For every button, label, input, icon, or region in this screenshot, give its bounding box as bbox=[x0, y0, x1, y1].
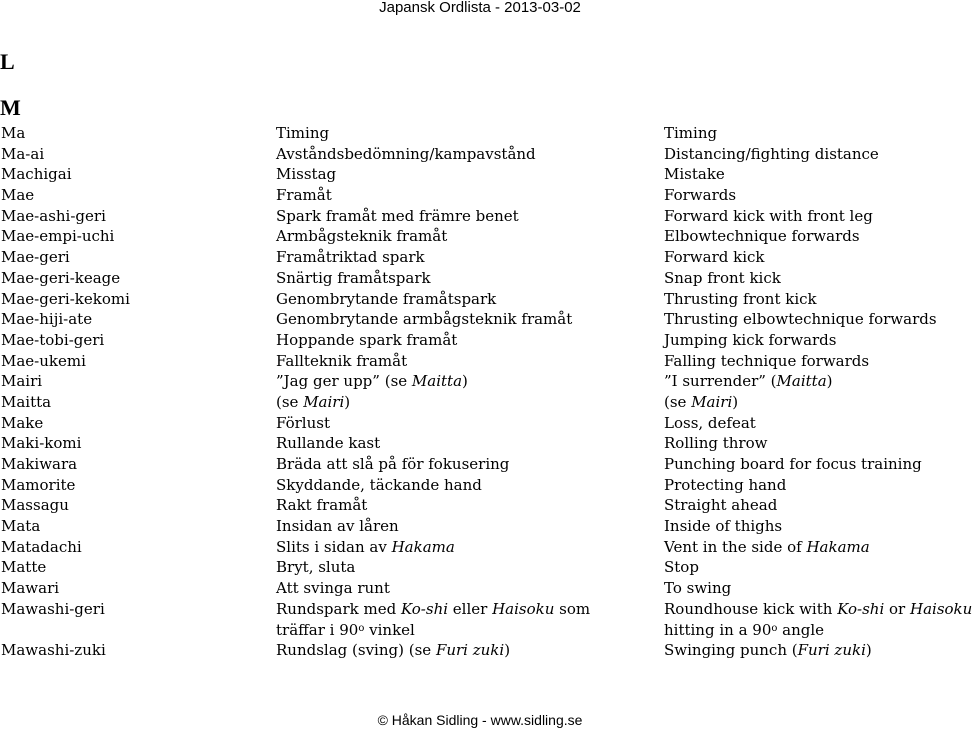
swedish-line-2 bbox=[276, 620, 590, 641]
english-text: Swinging punch ( bbox=[664, 641, 798, 660]
english-translation: Forward kick with front leg bbox=[664, 206, 873, 225]
swedish-translation: Hoppande spark framåt bbox=[276, 330, 458, 349]
glossary-row bbox=[0, 537, 960, 558]
term: Ma-ai bbox=[1, 144, 45, 163]
english-translation: Protecting hand bbox=[664, 475, 787, 494]
english-translation: Stop bbox=[664, 558, 699, 577]
glossary-row bbox=[0, 330, 960, 351]
swedish-translation bbox=[276, 537, 455, 558]
glossary-row bbox=[0, 226, 960, 247]
swedish-text: Rundslag (sving) (se bbox=[276, 641, 436, 660]
english-line-2 bbox=[664, 620, 972, 641]
technique-reference: Ko-shi bbox=[400, 599, 449, 618]
term: Mae-ukemi bbox=[1, 351, 86, 370]
english-translation: Snap front kick bbox=[664, 268, 781, 287]
term: Matte bbox=[1, 558, 47, 577]
cross-reference: Hakama bbox=[391, 537, 455, 556]
swedish-translation: Bryt, sluta bbox=[276, 558, 356, 577]
term: Mae-geri-keage bbox=[1, 268, 121, 287]
english-text: angle bbox=[777, 620, 825, 639]
term: Mae bbox=[1, 186, 35, 205]
swedish-translation bbox=[276, 599, 590, 640]
english-translation: Forward kick bbox=[664, 248, 765, 267]
english-text: ) bbox=[826, 372, 833, 391]
glossary-row bbox=[0, 371, 960, 392]
term: Ma bbox=[1, 124, 26, 142]
swedish-translation: Skyddande, täckande hand bbox=[276, 475, 482, 494]
term: Mamorite bbox=[1, 475, 76, 494]
swedish-translation: Att svinga runt bbox=[276, 579, 390, 598]
english-translation: Distancing/fighting distance bbox=[664, 144, 879, 163]
cross-reference: Hakama bbox=[806, 537, 870, 556]
english-line-1 bbox=[664, 599, 972, 620]
english-text: ) bbox=[732, 392, 739, 411]
english-translation: Jumping kick forwards bbox=[664, 330, 837, 349]
cross-reference: Mairi bbox=[303, 392, 345, 411]
term: Mae-ashi-geri bbox=[1, 206, 106, 225]
technique-reference: Haisoku bbox=[910, 599, 972, 618]
english-translation bbox=[664, 640, 872, 661]
swedish-text: Slits i sidan av bbox=[276, 537, 392, 556]
english-translation: Timing bbox=[664, 124, 718, 142]
technique-reference: Haisoku bbox=[492, 599, 555, 618]
swedish-text: eller bbox=[448, 599, 493, 618]
swedish-translation: Framåtriktad spark bbox=[276, 248, 425, 267]
english-text: (se bbox=[664, 392, 692, 411]
term: Make bbox=[1, 413, 44, 432]
term: Mata bbox=[1, 517, 41, 536]
swedish-translation bbox=[276, 371, 468, 392]
glossary-row bbox=[0, 247, 960, 268]
term: Mairi bbox=[1, 372, 43, 391]
swedish-line-1 bbox=[276, 599, 590, 620]
glossary-row bbox=[0, 640, 960, 661]
english-translation: Forwards bbox=[664, 186, 737, 205]
swedish-text: ) bbox=[462, 372, 468, 391]
english-translation bbox=[664, 599, 972, 640]
degree-mark: o bbox=[358, 622, 365, 634]
swedish-translation: Rullande kast bbox=[276, 434, 381, 453]
cross-reference: Maitta bbox=[411, 372, 463, 391]
swedish-translation: Misstag bbox=[276, 165, 337, 184]
glossary-row bbox=[0, 164, 960, 185]
english-translation: Inside of thighs bbox=[664, 517, 783, 536]
glossary-row bbox=[0, 516, 960, 537]
glossary-row bbox=[0, 557, 960, 578]
english-translation: Rolling throw bbox=[664, 434, 768, 453]
english-text: ) bbox=[865, 641, 872, 660]
swedish-text: (se bbox=[276, 392, 304, 411]
swedish-translation: Framåt bbox=[276, 186, 332, 205]
swedish-translation: Fallteknik framåt bbox=[276, 351, 408, 370]
swedish-text: ) bbox=[344, 392, 351, 411]
swedish-translation: Insidan av låren bbox=[276, 517, 399, 536]
english-translation bbox=[664, 371, 833, 392]
swedish-translation: Timing bbox=[276, 124, 330, 142]
english-translation: To swing bbox=[664, 579, 732, 598]
glossary-row bbox=[0, 475, 960, 496]
english-translation bbox=[664, 392, 738, 413]
glossary-row bbox=[0, 495, 960, 516]
english-translation: Straight ahead bbox=[664, 496, 778, 515]
swedish-translation: Rakt framåt bbox=[276, 496, 368, 515]
swedish-text: ”Jag ger upp” (se bbox=[276, 372, 412, 391]
glossary-row bbox=[0, 268, 960, 289]
swedish-translation: Bräda att slå på för fokusering bbox=[276, 455, 510, 473]
page-footer: © Håkan Sidling - www.sidling.se bbox=[377, 712, 583, 728]
swedish-translation: Spark framåt med främre benet bbox=[276, 206, 519, 225]
english-translation: Thrusting elbowtechnique forwards bbox=[664, 310, 937, 329]
swedish-translation: Avståndsbedömning/kampavstånd bbox=[276, 144, 536, 163]
term: Makiwara bbox=[1, 455, 78, 473]
glossary-row bbox=[0, 185, 960, 206]
swedish-text: Rundspark med bbox=[276, 599, 401, 618]
glossary-row bbox=[0, 454, 960, 475]
cross-reference: Furi zuki bbox=[797, 641, 866, 660]
swedish-translation: Snärtig framåtspark bbox=[276, 268, 431, 287]
english-translation: Elbowtechnique forwards bbox=[664, 227, 860, 246]
degree-mark: o bbox=[771, 622, 778, 634]
glossary-row bbox=[0, 206, 960, 227]
glossary-row bbox=[0, 599, 972, 640]
english-translation: Falling technique forwards bbox=[664, 351, 870, 370]
term: Mae-empi-uchi bbox=[1, 227, 115, 246]
cross-reference: Maitta bbox=[776, 372, 827, 391]
english-translation bbox=[664, 537, 870, 558]
swedish-translation: Armbågsteknik framåt bbox=[276, 227, 448, 246]
swedish-text: ) bbox=[504, 641, 511, 660]
cross-reference: Furi zuki bbox=[435, 641, 505, 660]
term: Matadachi bbox=[1, 537, 82, 556]
english-text: ”I surrender” ( bbox=[664, 372, 777, 391]
english-translation: Loss, defeat bbox=[664, 413, 756, 432]
swedish-translation bbox=[276, 392, 350, 413]
glossary-row bbox=[0, 413, 960, 434]
glossary-row bbox=[0, 309, 960, 330]
english-translation: Thrusting front kick bbox=[664, 289, 817, 308]
section-letter-m: M bbox=[0, 95, 21, 120]
english-text: Vent in the side of bbox=[664, 537, 807, 556]
section-letter-l: L bbox=[0, 49, 15, 74]
technique-reference: Ko-shi bbox=[837, 599, 885, 618]
term: Mawari bbox=[1, 579, 60, 598]
glossary-row bbox=[0, 123, 960, 144]
page-header: Japansk Ordlista - 2013-03-02 bbox=[379, 0, 581, 16]
term: Mae-geri bbox=[1, 248, 70, 267]
glossary-table bbox=[0, 123, 972, 661]
swedish-translation: Genombrytande framåtspark bbox=[276, 289, 497, 308]
term: Mae-tobi-geri bbox=[1, 330, 105, 349]
english-text: hitting in a 90 bbox=[664, 620, 772, 639]
glossary-row bbox=[0, 392, 960, 413]
term: Maitta bbox=[1, 392, 52, 411]
glossary-row bbox=[0, 289, 960, 310]
glossary-row bbox=[0, 144, 960, 165]
term: Maki-komi bbox=[1, 434, 82, 453]
term: Massagu bbox=[1, 496, 69, 515]
term: Mawashi-zuki bbox=[1, 641, 106, 660]
swedish-text: vinkel bbox=[364, 620, 415, 639]
term: Machigai bbox=[1, 165, 72, 184]
glossary-row bbox=[0, 351, 960, 372]
swedish-text: som bbox=[554, 599, 591, 618]
glossary-row bbox=[0, 578, 960, 599]
swedish-text: träffar i 90 bbox=[276, 620, 359, 639]
english-translation: Punching board for focus training bbox=[664, 455, 922, 473]
english-text: or bbox=[884, 599, 910, 618]
term: Mae-geri-kekomi bbox=[1, 289, 130, 308]
term: Mae-hiji-ate bbox=[1, 310, 93, 329]
swedish-translation: Genombrytande armbågsteknik framåt bbox=[276, 310, 573, 329]
term: Mawashi-geri bbox=[1, 599, 105, 618]
glossary-row bbox=[0, 433, 960, 454]
swedish-translation bbox=[276, 640, 510, 661]
english-text: Roundhouse kick with bbox=[664, 599, 838, 618]
swedish-translation: Förlust bbox=[276, 413, 330, 432]
english-translation: Mistake bbox=[664, 165, 725, 184]
cross-reference: Mairi bbox=[691, 392, 733, 411]
